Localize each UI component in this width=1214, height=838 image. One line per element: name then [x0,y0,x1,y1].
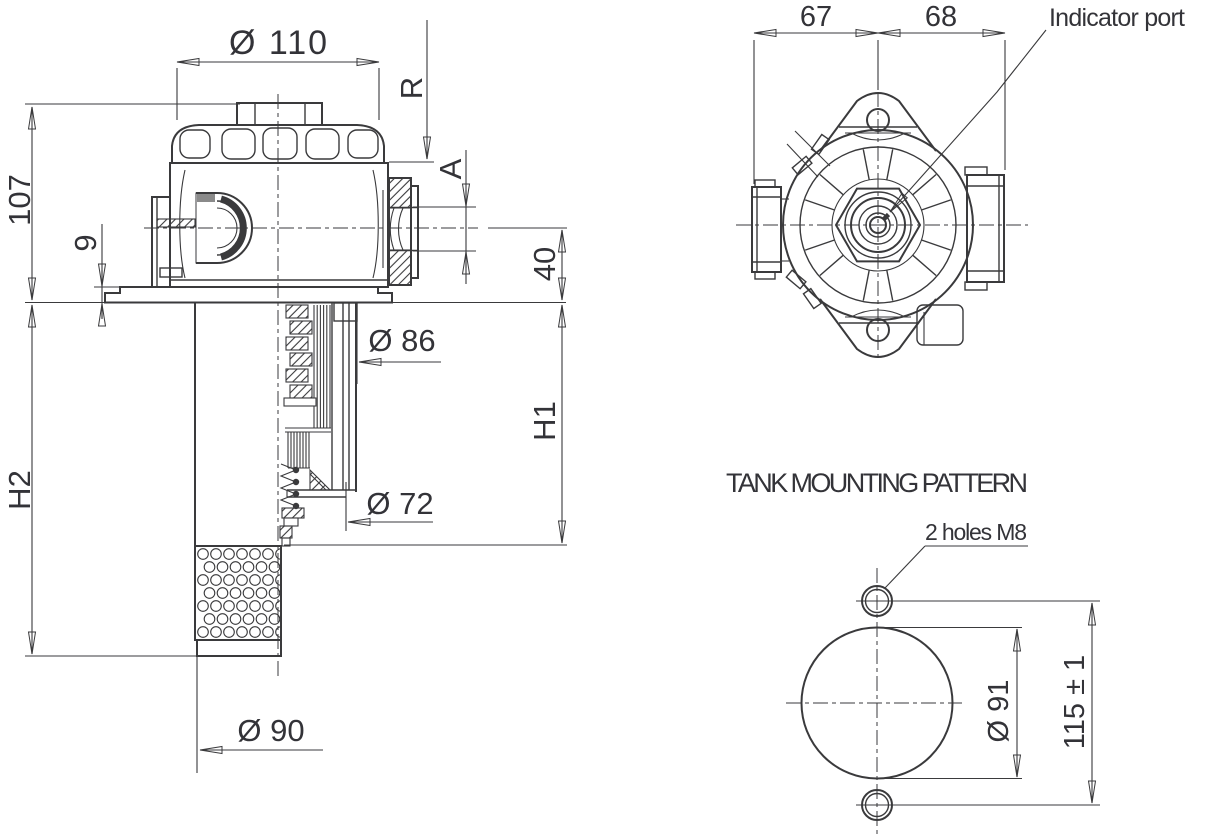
left-flange [152,197,170,290]
dim-port-center-height [488,228,567,300]
hex-nut [237,103,322,125]
dim-label-port-center-height: 40 [527,246,562,282]
dim-label-plate-thickness: 9 [68,234,103,252]
skirt-bottom-cap [197,640,281,656]
filter-element-section [195,303,357,656]
right-port [383,178,418,285]
dim-dia-skirt [197,647,323,773]
dim-port-thread [413,150,476,284]
dim-label-dia-head: Ø 110 [229,24,327,62]
perforated-skirt [195,546,281,640]
top-view [736,1,1185,362]
dim-dia-collar [357,321,441,384]
dim-label-holes-spacing: 115 ± 1 [1059,654,1091,750]
dim-label-port-thread: A [433,158,468,180]
indicator-port-label: Indicator port [1049,4,1185,32]
dim-label-overall-depth: H2 [2,470,37,510]
filter-head [105,103,418,303]
mounting-pattern-title: TANK MOUNTING PATTERN [726,468,1028,498]
front-view [2,20,567,773]
left-stud [157,219,195,227]
dim-right-offset [878,1,1005,170]
dim-label-removal-clearance: R [394,76,429,100]
mounting-plate [105,287,392,303]
dim-label-dia-element: Ø 72 [366,486,434,521]
mounting-pattern [726,468,1100,836]
dim-plate-thickness [68,224,122,319]
dim-label-head-height: 107 [2,174,37,226]
dim-removal-clearance [389,20,434,162]
indicator-port-callout [890,4,1185,212]
dim-dia-element [346,482,434,531]
dim-label-element-depth: H1 [527,401,562,441]
dim-label-right-offset: 68 [924,1,958,33]
bypass-housing [284,305,316,406]
holes-note-label: 2 holes M8 [925,519,1027,545]
dim-label-dia-skirt: Ø 90 [237,713,305,748]
dim-label-left-offset: 67 [799,1,833,33]
dim-overall-depth [2,305,196,656]
holes-callout [885,519,1028,588]
dim-left-offset [754,1,878,184]
bypass-spring [280,464,304,546]
dim-label-dia-tank-hole: Ø 91 [983,679,1015,743]
top-right-port [965,167,1004,290]
dim-label-dia-collar: Ø 86 [368,323,436,358]
